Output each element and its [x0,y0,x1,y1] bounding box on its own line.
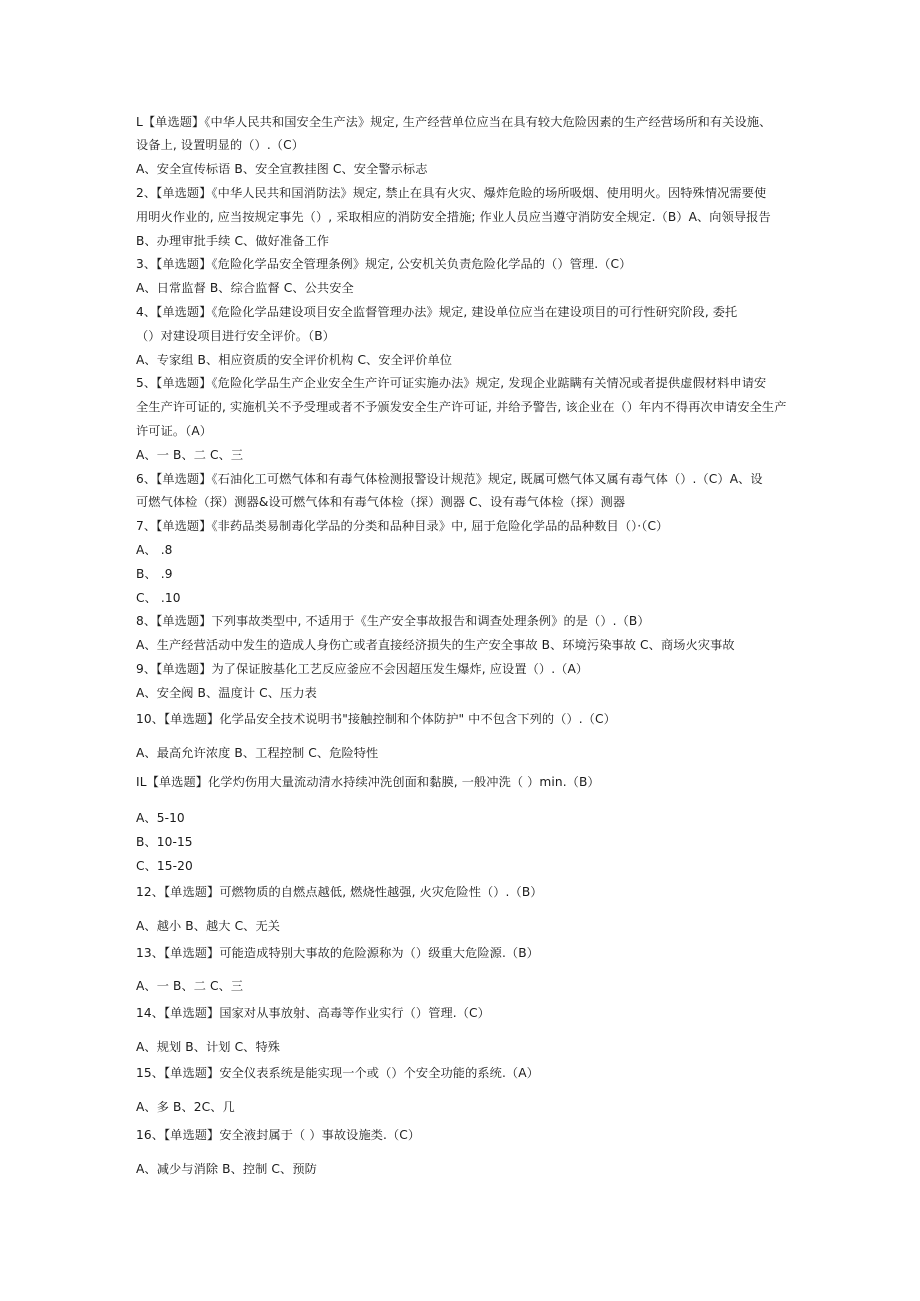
q1-text-line1: L【单选题】《中华人民共和国安全生产法》规定, 生产经营单位应当在具有较大危险因素的生产经营场所和有关设施、 [136,115,772,129]
q7-text: 7、【单选题】《非药品类易制毒化学品的分类和品种目录》中, 屈于危险化学品的品种数目（）·（C） [136,519,669,533]
q14-text: 14、【单选题】国家对从事放射、高毒等作业实行（）管理.（C） [136,1006,490,1020]
q1-options: A、安全宣传标语 B、安全宣教挂图 C、安全警示标志 [136,162,428,176]
q10-options: A、最高允许浓度 B、工程控制 C、危险特性 [136,746,379,760]
q5-text-line2: 全生产许可证的, 实施机关不予受理或者不予颁发安全生产许可证, 并给予警告, 该企业在（）年内不得再次申请安全生产 [136,400,787,414]
q3-text: 3、【单选题】《危险化学品安全管理条例》规定, 公安机关负责危险化学品的（）管理.（C） [136,257,632,271]
q16-text: 16、【单选题】安全液封属于（ ）事故设施类.（C） [136,1128,421,1142]
q15-text: 15、【单选题】安全仪表系统是能实现一个或（）个安全功能的系统.（A） [136,1066,539,1080]
q13-options: A、一 B、二 C、三 [136,979,244,993]
q13-text: 13、【单选题】可能造成特别大事故的危险源称为（）级重大危险源.（B） [136,946,539,960]
q8-options: A、生产经营活动中发生的造成人身伤亡或者直接经济损失的生产安全事故 B、环境污染事故 C、商场火灾事故 [136,638,735,652]
q9-text: 9、【单选题】为了保证胺基化工艺反应釜应不会因超压发生爆炸, 应设置（）.（A） [136,662,589,676]
q2-text-line1: 2、【单选题】《中华人民共和国消防法》规定, 禁止在具有火灾、爆炸危睑的场所吸烟、使用明火。因特殊情况需要使 [136,186,767,200]
q2-text-line2: 用明火作业的, 应当按规定事先（）, 采取相应的消防安全措施; 作业人员应当遵守消防安全规定.（B）A、向领导报告 [136,210,771,224]
q12-text: 12、【单选题】可燃物质的自燃点越低, 燃烧性越强, 火灾危险性（）.（B） [136,885,543,899]
q11-text: IL【单选题】化学灼伤用大量流动清水持续冲洗创面和黏膜, 一般冲洗（ ）min.（B） [136,775,600,789]
q7-option-c: C、 .10 [136,591,181,605]
q9-options: A、安全阀 B、温度计 C、压力表 [136,686,317,700]
q12-options: A、越小 B、越大 C、无关 [136,919,281,933]
q11-option-c: C、15-20 [136,859,193,873]
q6-text-line2: 可燃气体检（探）测器&设可燃气体和有毒气体检（探）测器 C、设有毒气体检（探）测器 [136,495,626,509]
q11-option-b: B、10-15 [136,835,193,849]
q4-text-line1: 4、【单选题】《危险化学品建设项目安全监督管理办法》规定, 建设单位应当在建设项目的可行性研究阶段, 委托 [136,305,738,319]
q4-text-line2: （）对建设项目进行安全评价。（B） [136,329,335,343]
q5-text-line1: 5、【单选题】《危险化学品生产企业安全生产许可证实施办法》规定, 发现企业踮瞒有关情况或者提供虚假材料申请安 [136,376,767,390]
q14-options: A、规划 B、计划 C、特殊 [136,1040,281,1054]
q10-text: 10、【单选题】化学品安全技术说明书"接触控制和个体防护" 中不包含下列的（）.（C） [136,712,616,726]
q8-text: 8、【单选题】下列事故类型中, 不适用于《生产安全事故报告和调查处理条例》的是（）.（B） [136,614,650,628]
q15-options: A、多 B、2C、几 [136,1100,235,1114]
q1-text-line2: 设备上, 设置明显的（）.（C） [136,138,304,152]
q3-options: A、日常监督 B、综合监督 C、公共安全 [136,281,354,295]
q11-option-a: A、5-10 [136,811,185,825]
q2-options: B、办理审批手续 C、做好准备工作 [136,234,330,248]
q5-options: A、一 B、二 C、三 [136,448,244,462]
q6-text-line1: 6、【单选题】《石油化工可燃气体和有毒气体检测报警设计规范》规定, 既属可燃气体又属有毒气体（）.（C）A、设 [136,472,763,486]
q4-options: A、专家组 B、相应资质的安全评价机构 C、安全评价单位 [136,353,453,367]
q16-options: A、减少与消除 B、控制 C、预防 [136,1162,317,1176]
q7-option-a: A、 .8 [136,543,173,557]
q7-option-b: B、 .9 [136,567,173,581]
q5-text-line3: 许可证。（A） [136,424,213,438]
